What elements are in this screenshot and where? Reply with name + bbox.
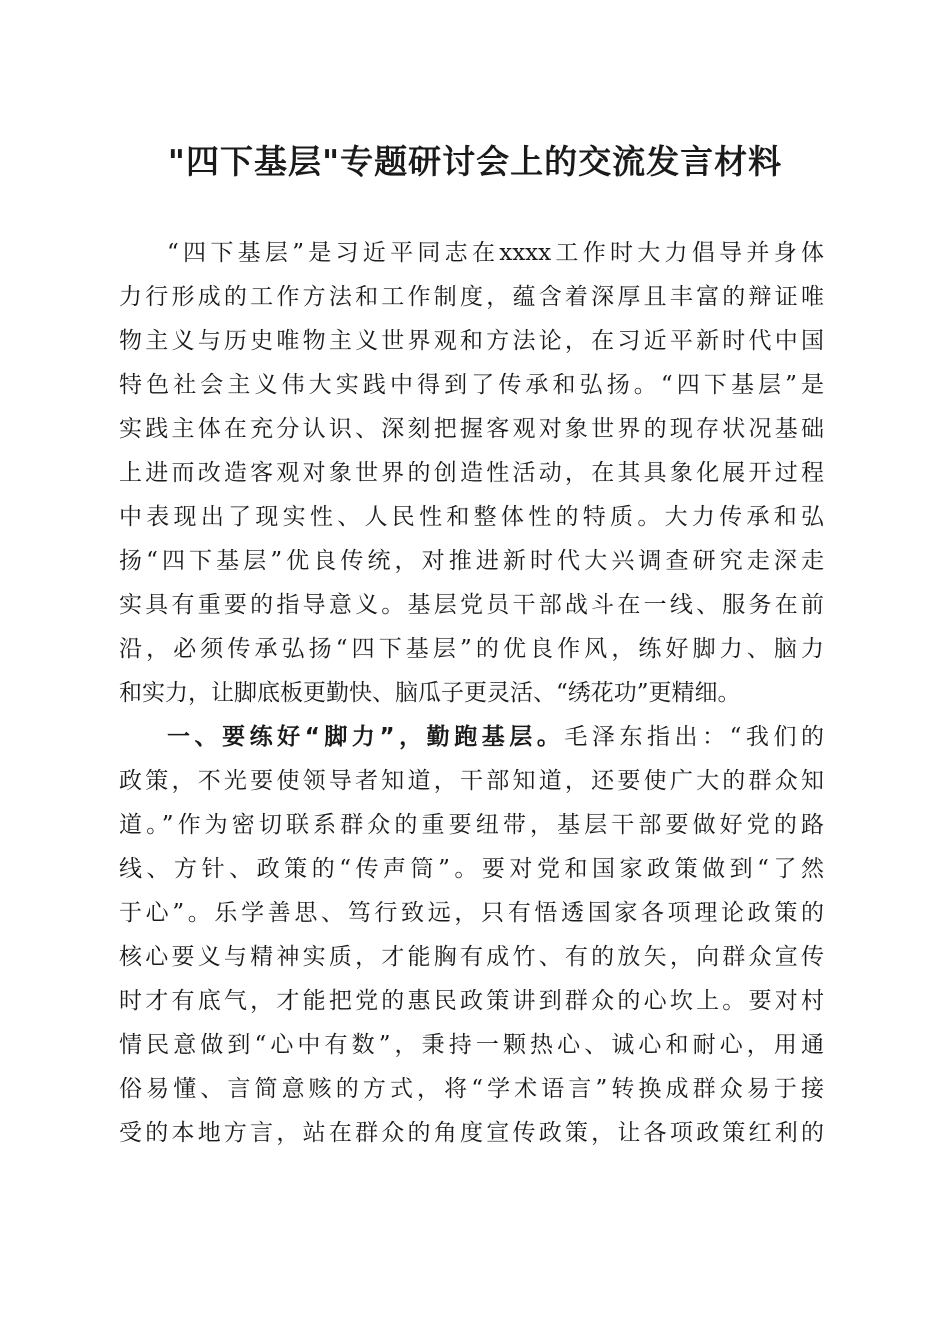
section-1-line-3: 道。”作为密切联系群众的重要纽带，基层干部要做好党的路 — [119, 812, 824, 838]
paragraph-1-line-3: 物主义与历史唯物主义世界观和方法论，在习近平新时代中国 — [119, 328, 824, 354]
section-1-line-2: 政策，不光要使领导者知道，干部知道，还要使广大的群众知 — [119, 768, 824, 794]
section-1-line-1-rest: 毛泽东指出：“我们的 — [564, 724, 824, 750]
paragraph-1-line-1: “四下基层”是习近平同志在xxxx工作时大力倡导并身体 — [167, 240, 824, 266]
section-1-line-4: 线、方针、政策的“传声筒”。要对党和国家政策做到“了然 — [119, 856, 824, 882]
paragraph-1-line-9: 实具有重要的指导意义。基层党员干部战斗在一线、服务在前 — [119, 592, 824, 618]
section-1-line-6: 核心要义与精神实质，才能胸有成竹、有的放矢，向群众宣传 — [119, 944, 824, 970]
section-1-line-10: 受的本地方言，站在群众的角度宣传政策，让各项政策红利的 — [119, 1120, 824, 1146]
section-1-line-5: 于心”。乐学善思、笃行致远，只有悟透国家各项理论政策的 — [119, 900, 824, 926]
paragraph-1-line-11: 和实力，让脚底板更勤快、脑瓜子更灵活、“绣花功”更精细。 — [119, 680, 741, 706]
paragraph-1-line-8: 扬“四下基层”优良传统，对推进新时代大兴调查研究走深走 — [119, 548, 824, 574]
paragraph-1-line-7: 中表现出了现实性、人民性和整体性的特质。大力传承和弘 — [119, 504, 824, 530]
section-1-heading: 一、要练好“脚力”，勤跑基层。 — [167, 724, 565, 750]
document-title: "四下基层"专题研讨会上的交流发言材料 — [167, 142, 783, 181]
paragraph-1-line-5: 实践主体在充分认识、深刻把握客观对象世界的现存状况基础 — [119, 416, 824, 442]
paragraph-1-line-4: 特色社会主义伟大实践中得到了传承和弘扬。“四下基层”是 — [119, 372, 824, 398]
paragraph-1-line-10: 沿，必须传承弘扬“四下基层”的优良作风，练好脚力、脑力 — [119, 636, 824, 662]
section-1-line-8: 情民意做到“心中有数”，秉持一颗热心、诚心和耐心，用通 — [119, 1032, 824, 1058]
document-body — [119, 231, 824, 1155]
section-1-line-1 — [119, 715, 824, 759]
section-1-line-7: 时才有底气，才能把党的惠民政策讲到群众的心坎上。要对村 — [119, 988, 824, 1014]
paragraph-1-line-6: 上进而改造客观对象世界的创造性活动，在其具象化展开过程 — [119, 460, 824, 486]
section-1-line-9: 俗易懂、言简意赅的方式，将“学术语言”转换成群众易于接 — [119, 1076, 824, 1102]
paragraph-1-line-2: 力行形成的工作方法和工作制度，蕴含着深厚且丰富的辩证唯 — [119, 284, 824, 310]
